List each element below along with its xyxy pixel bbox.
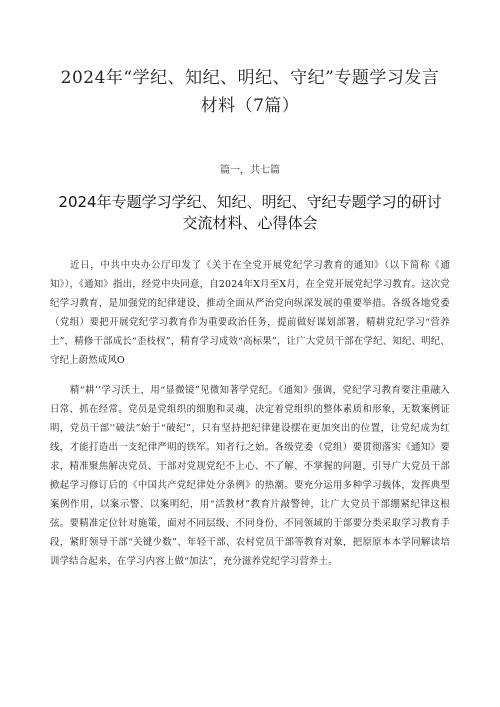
- document-title-line-1: 2024年“学纪、知纪、明纪、守纪”专题学习发言: [60, 68, 440, 88]
- document-title: [50, 64, 450, 120]
- section-heading-line-1: 2024年专题学习学纪、知纪、明纪、守纪专题学习的研讨: [58, 193, 442, 211]
- section-heading: [50, 192, 450, 234]
- body-paragraph-1: 近日，中共中央办公厅印发了《关于在全党开展党纪学习教育的通知》（以下简称《通知》），《通知》指出，经党中央同意，自2024年X月至X月，在全党开展党纪学习教育。这次党纪学习教育，是加强党的纪律建设、推动全面从严治党向纵深发展的重要举措。各级各地党委（党组）要把开展党纪学习教育作为重要政治任务，提前做好谋划部署，精耕党纪学习“营养土”，精修干部成长“歪枝杈”，精育学习成效“高标果”，让广大党员干部在学纪、知纪、明纪、守纪上蔚然成风O: [50, 260, 450, 366]
- section-heading-line-2: 交流材料、心得体会: [182, 214, 318, 232]
- section-label: 篇一，共七篇: [220, 165, 280, 176]
- body-paragraph-2: 精“耕’’学习沃土，用“显微镜”见微知著学党纪。《通知》强调，党纪学习教育要注重融入日常、抓在经常。党员是党组织的细胞和灵魂，决定着党组织的整体素质和形象，无数案例证明，党员干部''破法”始于“破纪”，只有坚持把纪律建设摆在更加突出的位置，让党纪成为红线，才能打造出一支纪律严明的铁军。知者行之始。各级党委（党组）要贯彻落实《通知》要求，精准聚焦解决党员、干部对党规党纪不上心、不了解、不掌握的问题，引导广大党员干部掀起学习修订后的《中国共产党纪律处分条例》的热潮。要充分运用多种学习载体，发挥典型案例作用，以案示警、以案明纪，用“活教材”教育片敲警钟，让广大党员干部绷紧纪律这根弦。要精准定位针对施策，面对不同层级、不同身份、不同领域的干部要分类采取学习教育手段，紧盯领导干部“关键少数”、年轻干部、农村党员干部等教育对象，把原原本本学同解读培训学结合起来，在学习内容上做“加法”，充分滋养党纪学习营养土。: [50, 385, 450, 567]
- document-title-line-2: 材料（7篇）: [200, 96, 300, 116]
